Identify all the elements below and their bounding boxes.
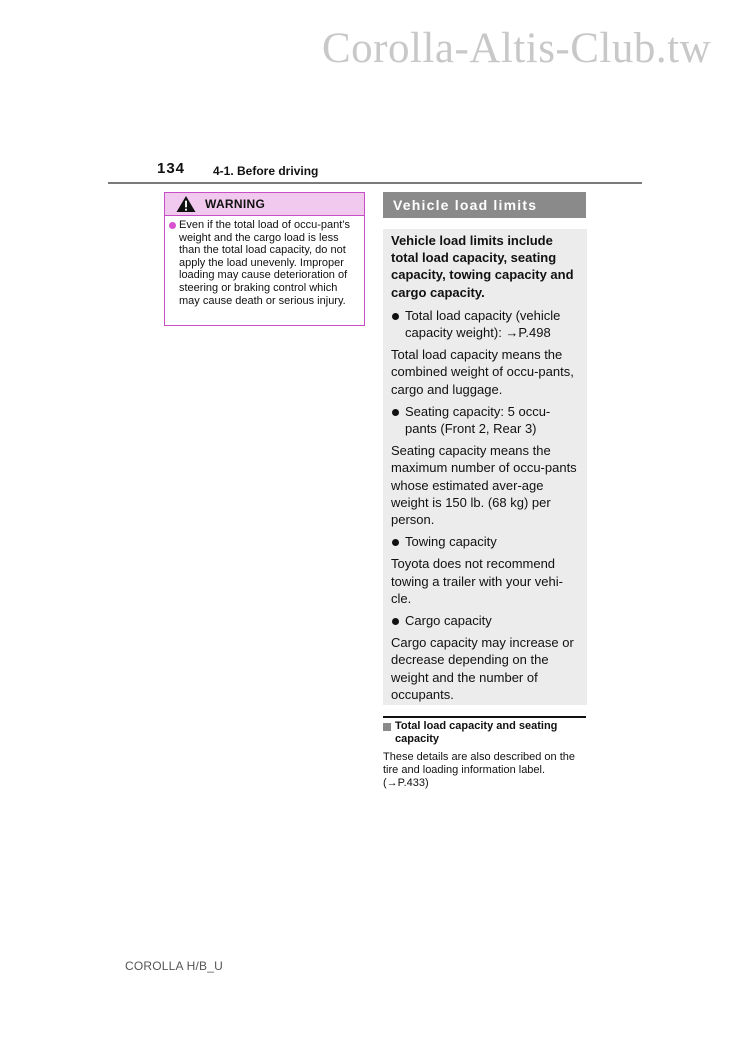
- list-item-seating: [391, 403, 580, 437]
- warning-text: Even if the total load of occu-pant’s weight and the cargo load is less than the total load capacity, do not apply the load unevenly. Improper loading may cause deterioration of steering or braking control which may cause death or serious injury.: [179, 219, 351, 307]
- description-text: Total load capacity means the combined weight of occu-pants, cargo and luggage.: [391, 347, 574, 397]
- description-text: Toyota does not recommend towing a trailer with your vehi-cle.: [391, 556, 563, 606]
- vehicle-load-limits-panel: [383, 229, 587, 705]
- watermark: Corolla-Altis-Club.tw: [322, 25, 712, 72]
- bullet-icon: [392, 409, 399, 416]
- subsection-text: These details are also described on the tire and loading information label. (→P.433): [383, 751, 576, 789]
- warning-header: [165, 193, 364, 216]
- header-divider: [108, 182, 642, 184]
- list-item-total-load: [391, 307, 580, 341]
- description-text: Cargo capacity may increase or decrease depending on the weight and the number of occupants.: [391, 635, 574, 702]
- list-item-cargo: [391, 612, 580, 629]
- list-item-towing: [391, 533, 580, 550]
- subsection-divider: [383, 716, 586, 718]
- bullet-label: Seating capacity: 5 occu-pants (Front 2, Rear 3): [405, 403, 551, 437]
- square-bullet-icon: [383, 723, 391, 731]
- intro-text: Vehicle load limits include total load capacity, seating capacity, towing capacity and cargo capacity.: [391, 233, 574, 300]
- bullet-label: Cargo capacity: [405, 613, 492, 629]
- warning-box: [164, 192, 365, 326]
- section-title: 4-1. Before driving: [213, 164, 319, 178]
- footer-model: COROLLA H/B_U: [125, 959, 223, 973]
- vehicle-load-limits-heading: Vehicle load limits: [383, 192, 586, 218]
- warning-title: WARNING: [205, 197, 266, 211]
- bullet-label: Total load capacity (vehicle capacity weight): →P.498: [405, 307, 561, 341]
- bullet-icon: [392, 539, 399, 546]
- description-text: Seating capacity means the maximum number of occu-pants whose estimated aver-age weight is 150 lb. (68 kg) per person.: [391, 443, 577, 528]
- bullet-icon: [392, 313, 399, 320]
- page-number: 134: [157, 160, 186, 177]
- warning-body: [165, 216, 364, 307]
- warning-triangle-icon: [175, 195, 197, 213]
- bullet-icon: [392, 618, 399, 625]
- subsection-title: Total load capacity and seating capacity: [395, 720, 558, 745]
- bullet-label: Towing capacity: [405, 534, 497, 550]
- bullet-icon: [169, 222, 176, 229]
- subsection-heading: [383, 720, 586, 746]
